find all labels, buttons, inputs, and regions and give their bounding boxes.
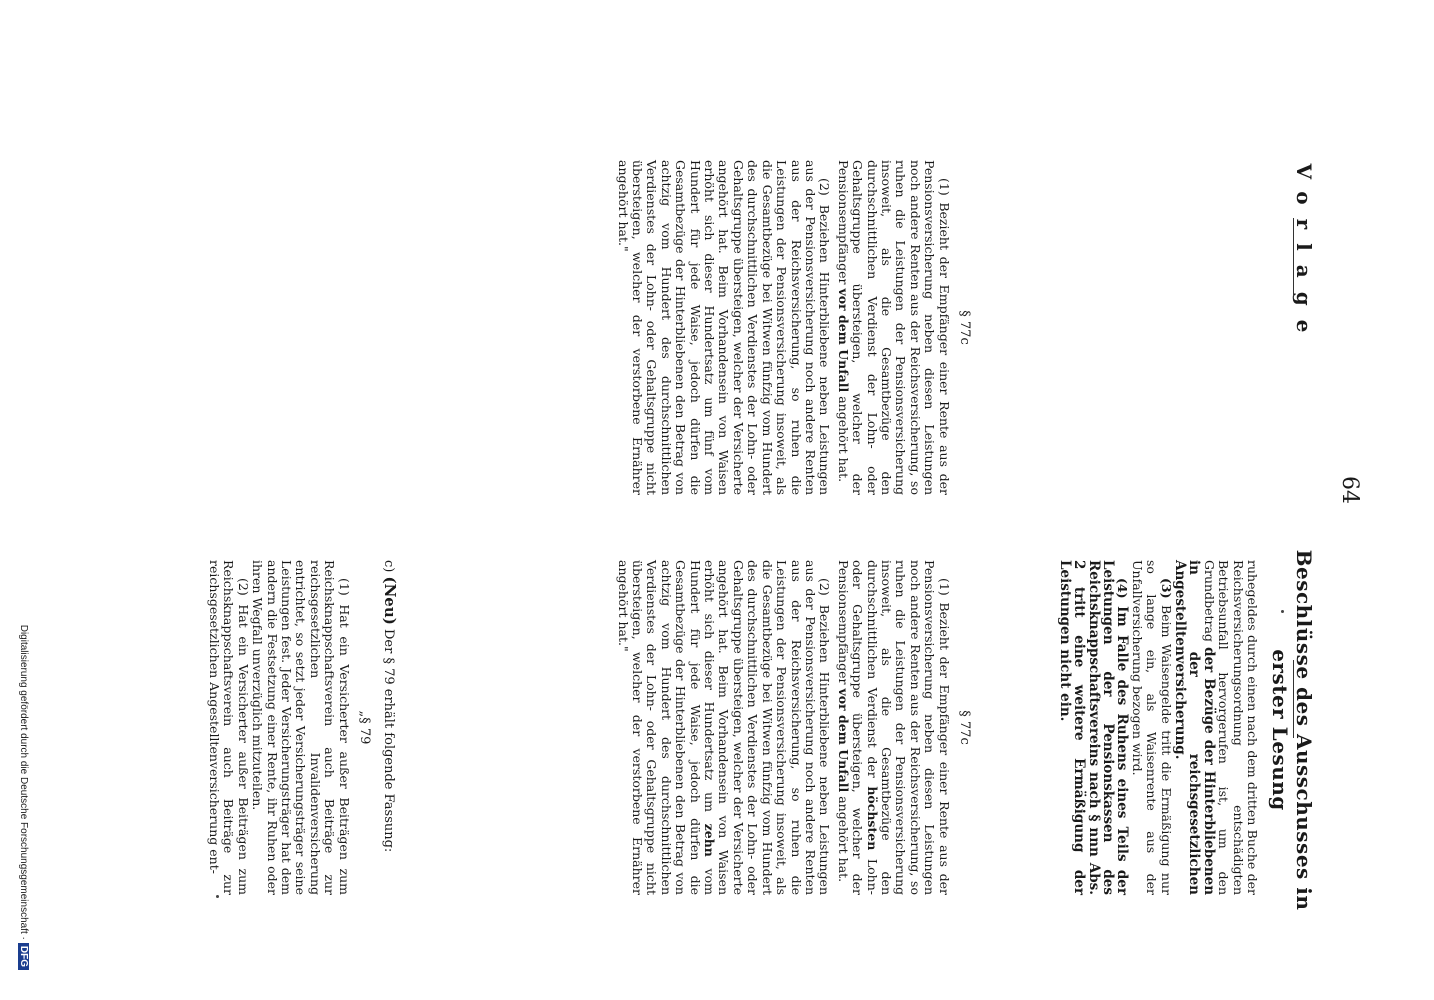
header-rule-right	[1293, 660, 1294, 738]
scan-speck	[1281, 610, 1284, 613]
paragraph-1: (1) Hat ein Versicherter außer Beiträgen zum Reichsknappschaftsverein auch Beiträge zur reichsgesetzlichen Invalidenversicherung entrichtet, so setzt jeder Versicherungsträger seine Leistungen fest. Jeder Versicherungsträger hat dem andern die Festsetzung einer Rente, ihr Ruhen oder ihren Wegfall unverzüglich mitzuteilen.	[250, 560, 352, 895]
paragraph-4: (4) Im Falle des Ruhens eines Teils der Leistungen der Pensionskassen des Reichsknappschaftsvereins nach § nnn Abs. 2 tritt eine weitere Ermäßigung der Leistungen nicht ein.	[1056, 560, 1131, 895]
dfg-logo: DFG	[18, 943, 29, 970]
header-rule-left	[1293, 218, 1294, 296]
right-column-section-79	[207, 560, 379, 895]
paragraph-1: (1) Bezieht der Empfänger einer Rente aus der Pensionsversicherung neben diesen Leistungen noch andere Renten aus der Reichsversicherung, so ruhen die Leistungen der Pensionsversicherung insoweit, als die Gesamtbezüge den durchschnittlichen Verdienst der höchsten Lohn- oder Gehaltsgruppe übersteigen, welcher der Pensionsempfänger vor dem Unfall angehört hat.	[835, 560, 952, 895]
continuation-paragraph: ruhegeldes durch einen nach dem dritten Buche der Reichsversicherungsordnung entschädigten Betriebsunfall hervorgerufen ist, um den Grundbetrag der Bezüge der Hinterbliebenen in der reichsgesetzlichen Angestelltenversicherung.	[1171, 560, 1260, 896]
dfg-text: Digitalisierung gefördert durch die Deutsche Forschungsgemeinschaft ·	[18, 624, 29, 940]
paragraph-2: (2) Beziehen Hinterbliebene neben Leistungen aus der Pensionsversicherung noch andere Renten aus der Reichsversicherung, so ruhen die Leistungen der Pensionsversicherung insoweit, als die Gesamtbezüge bei Witwen fünfzig vom Hundert des durchschnittlichen Verdienstes der Lohn- oder Gehaltsgruppe übersteigen, welcher der Versicherte angehört hat. Beim Vorhandensein von Waisen erhöht sich dieser Hundertsatz um fünf vom Hundert für jede Waise, jedoch dürfen die Gesamtbezüge der Hinterbliebenen den Betrag von achtzig vom Hundert des durchschnittlichen Verdienstes der Lohn- oder Gehaltsgruppe nicht übersteigen, welcher der verstorbene Ernährer angehört hat."	[615, 160, 833, 495]
paragraph-2: (2) Hat ein Versicherter außer Beiträgen zum Reichsknappschaftsverein auch Beiträge zur reichsgesetzlichen Angestelltenversicherung ent-	[206, 560, 251, 895]
item-c-line: c) (Neu) Der § 79 erhält folgende Fassung:	[381, 560, 399, 853]
paragraph-2: (2) Beziehen Hinterbliebene neben Leistungen aus der Pensionsversicherung noch andere Renten aus der Reichsversicherung, so ruhen die Leistungen der Pensionsversicherung insoweit, als die Gesamtbezüge bei Witwen fünfzig vom Hundert des durchschnittlichen Verdienstes der Lohn- oder Gehaltsgruppe übersteigen, welcher der Versicherte angehört hat. Beim Vorhandensein von Waisen erhöht sich dieser Hundertsatz um zehn vom Hundert für jede Waise, jedoch dürfen die Gesamtbezüge der Hinterbliebenen den Betrag von achtzig vom Hundert des durchschnittlichen Verdienstes der Lohn- oder Gehaltsgruppe nicht übersteigen, welcher der verstorbene Ernährer angehört hat."	[615, 560, 833, 895]
page-number: 64	[1337, 476, 1362, 504]
section-heading: „§ 79	[357, 710, 372, 745]
section-heading: § 77c	[957, 310, 972, 345]
section-heading: § 77c	[957, 710, 972, 745]
right-column-header: Beschlüsse des Ausschusses in erster Lesung	[1268, 549, 1316, 911]
right-column-section-77c	[615, 560, 979, 895]
right-column-continuation	[1057, 560, 1259, 895]
paragraph-3: (3) Beim Waisengelde tritt die Ermäßigung nur so lange ein, als Waisenrente aus der Unfallversicherung bezogen wird.	[1129, 560, 1174, 895]
dfg-footer	[18, 10, 29, 970]
scan-speck	[216, 895, 219, 898]
left-column-header: Vorlage	[1292, 163, 1316, 347]
paragraph-1: (1) Bezieht der Empfänger einer Rente aus der Pensionsversicherung neben diesen Leistungen noch andere Renten aus der Reichsversicherung, so ruhen die Leistungen der Pensionsversicherung insoweit, als die Gesamtbezüge den durchschnittlichen Verdienst der Lohn- oder Gehaltsgruppe übersteigen, welcher der Pensionsempfänger vor dem Unfall angehört hat.	[835, 160, 952, 495]
left-column-text	[615, 160, 979, 495]
